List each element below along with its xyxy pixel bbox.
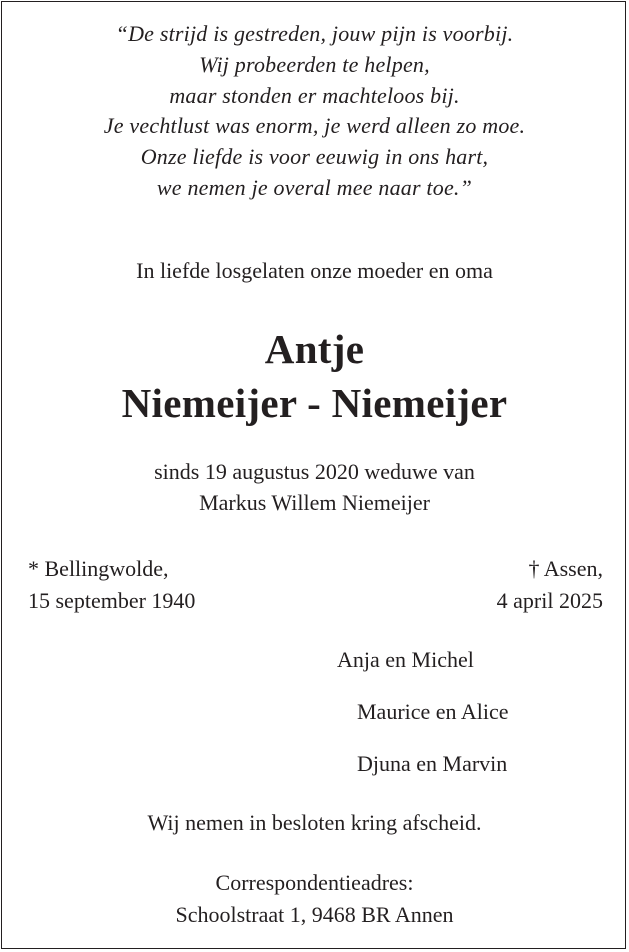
address-text: Schoolstraat 1, 9468 BR Annen <box>175 902 454 927</box>
farewell-text: Wij nemen in besloten kring afscheid. <box>147 810 482 835</box>
late-husband-name: Markus Willem Niemeijer <box>199 489 430 515</box>
poem-line: Onze liefde is voor eeuwig in ons hart, <box>140 144 489 170</box>
birth-date: 15 september 1940 <box>28 588 196 613</box>
family-member: Anja en Michel <box>337 647 474 672</box>
correspondence-address <box>0 867 629 931</box>
poem <box>0 19 629 204</box>
death-info <box>497 553 603 617</box>
poem-line: Je vechtlust was enorm, je werd alleen zo moe. <box>103 113 526 139</box>
family-member: Maurice en Alice <box>357 699 509 724</box>
widowhood-text <box>0 457 629 518</box>
death-date: 4 april 2025 <box>496 588 603 613</box>
first-name: Antje <box>264 326 365 372</box>
intro-text: In liefde losgelaten onze moeder en oma <box>136 258 493 283</box>
birth-place: * Bellingwolde, <box>28 556 169 581</box>
deceased-name <box>0 322 629 430</box>
poem-line: Wij probeerden te helpen, <box>199 51 430 77</box>
poem-line: we nemen je overal mee naar toe.” <box>156 174 473 200</box>
address-label: Correspondentieadres: <box>215 870 414 895</box>
death-place: † Assen, <box>528 556 603 581</box>
family-member: Djuna en Marvin <box>357 751 508 776</box>
poem-line: “De strijd is gestreden, jouw pijn is voorbij. <box>115 21 514 46</box>
surname: Niemeijer - Niemeijer <box>121 380 508 426</box>
widowhood-line: sinds 19 augustus 2020 weduwe van <box>154 459 475 484</box>
poem-line: maar stonden er machteloos bij. <box>169 82 460 108</box>
birth-info <box>28 553 195 617</box>
